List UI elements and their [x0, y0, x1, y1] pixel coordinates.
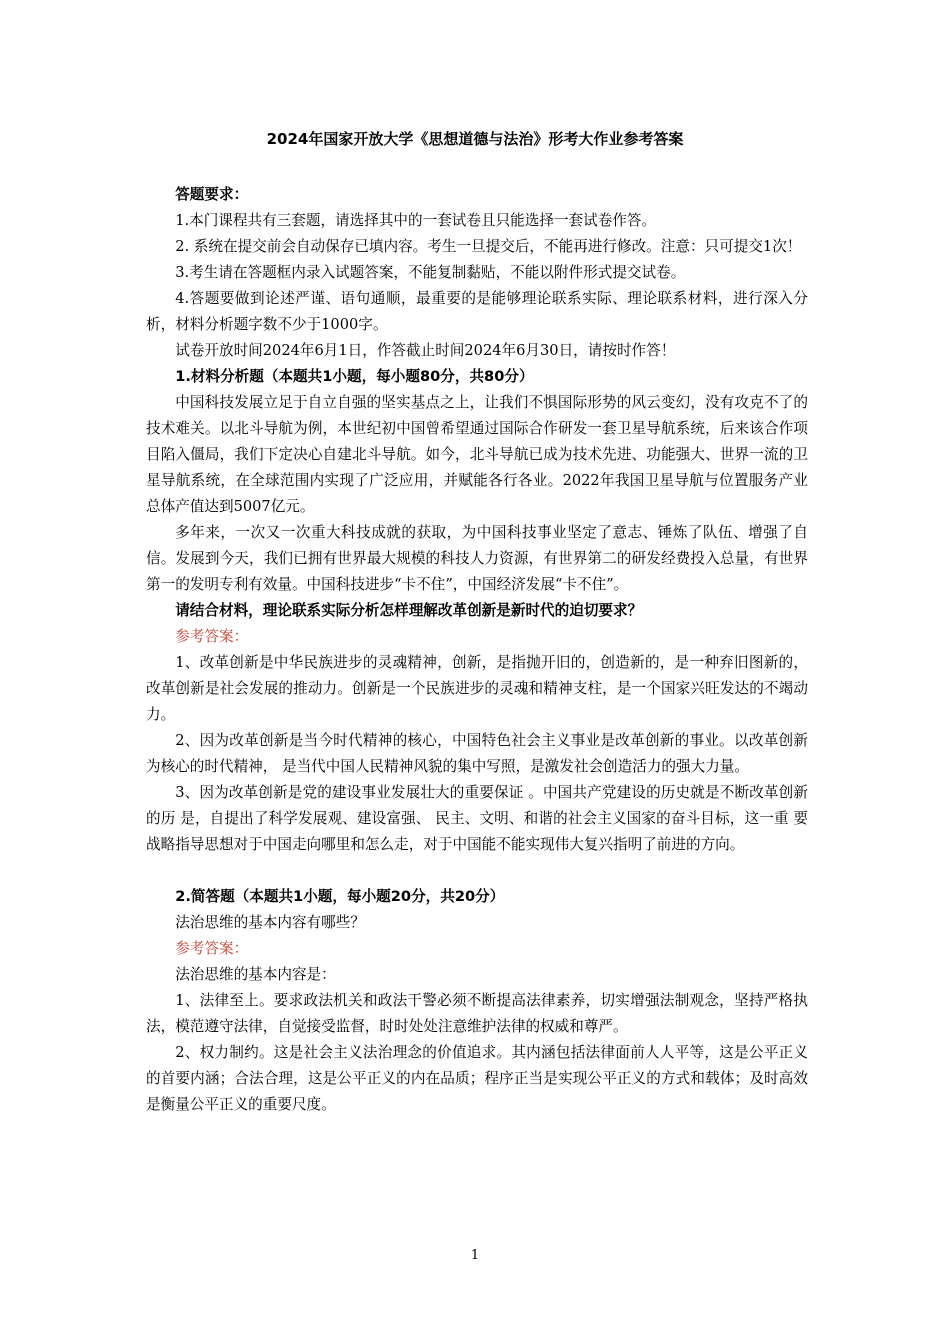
exam-time-notice: 试卷开放时间2024年6月1日，作答截止时间2024年6月30日，请按时作答！ [175, 342, 676, 359]
requirement-item: 1.本门课程共有三套题，请选择其中的一套试卷且只能选择一套试卷作答。 [175, 212, 657, 229]
answer-label: 参考答案： [175, 628, 249, 645]
answer-paragraph: 2、权力制约。这是社会主义法治理念的价值追求。其内涵包括法律面前人人平等，这是公平正义的首要内涵；合法合理，这是公平正义的内在品质；程序正当是实现公平正义的方式和载体；及时高效是衡量公平正义的重要尺度。 [146, 1044, 808, 1113]
answer-paragraph: 2、因为改革创新是当今时代精神的核心，中国特色社会主义事业是改革创新的事业。以改革创新为核心的时代精神， 是当代中国人民精神风貌的集中写照，是激发社会创造活力的强大力量。 [146, 732, 808, 775]
section2-question: 法治思维的基本内容有哪些？ [175, 914, 365, 931]
answer-paragraph: 3、因为改革创新是党的建设事业发展壮大的重要保证 。中国共产党建设的历史就是不断改革创新的历 是，自提出了科学发展观、建设富强、 民主、文明、和谐的社会主义国家的奋斗目标，这一重 要战略指导思想对于中国走向哪里和怎么走，对于中国能不能实现伟大复兴指明了前进的方向。 [146, 784, 808, 853]
section1-question: 请结合材料，理论联系实际分析怎样理解改革创新是新时代的迫切要求？ [175, 602, 643, 619]
requirement-item: 2. 系统在提交前会自动保存已填内容。考生一旦提交后，不能再进行修改。注意：只可提交1次！ [175, 238, 802, 255]
material-paragraph: 中国科技发展立足于自立自强的坚实基点之上，让我们不惧国际形势的风云变幻，没有攻克不了的技术难关。以北斗导航为例，本世纪初中国曾希望通过国际合作研发一套卫星导航系统，后来该合作项目陷入僵局，我们下定决心自建北斗导航。如今，北斗导航已成为技术先进、功能强大、世界一流的卫星导航系统，在全球范围内实现了广泛应用，并赋能各行各业。2022年我国卫星导航与位置服务产业总体产值达到5007亿元。 [146, 394, 808, 515]
page-number: 1 [470, 1248, 480, 1263]
answer-paragraph: 1、法律至上。要求政法机关和政法干警必须不断提高法律素养，切实增强法制观念，坚持严格执法，模范遵守法律，自觉接受监督，时时处处注意维护法律的权威和尊严。 [146, 992, 808, 1035]
section-spacer [146, 858, 808, 884]
requirements-heading: 答题要求： [175, 186, 249, 203]
requirement-item: 4.答题要做到论述严谨、语句通顺，最重要的是能够理论联系实际、理论联系材料，进行深入分析，材料分析题字数不少于1000字。 [146, 290, 808, 333]
material-paragraph: 多年来，一次又一次重大科技成就的获取，为中国科技事业坚定了意志、锤炼了队伍、增强了自信。发展到今天，我们已拥有世界最大规模的科技人力资源，有世界第二的研发经费投入总量，有世界第一的发明专利有效量。中国科技进步“卡不住”，中国经济发展“卡不住”。 [146, 524, 808, 593]
document-title: 2024年国家开放大学《思想道德与法治》形考大作业参考答案 [266, 130, 684, 148]
requirement-item: 3.考生请在答题框内录入试题答案，不能复制黏贴，不能以附件形式提交试卷。 [175, 264, 686, 281]
answer-paragraph: 1、改革创新是中华民族进步的灵魂精神，创新，是指抛开旧的，创造新的，是一种弃旧图新的，改革创新是社会发展的推动力。创新是一个民族进步的灵魂和精神支柱，是一个国家兴旺发达的不竭动力。 [146, 654, 808, 723]
answer-label: 参考答案： [175, 940, 249, 957]
answer-paragraph: 法治思维的基本内容是： [175, 966, 336, 983]
section1-heading: 1.材料分析题（本题共1小题，每小题80分，共80分） [175, 368, 534, 385]
document-body [146, 182, 808, 1118]
section2-heading: 2.简答题（本题共1小题，每小题20分，共20分） [175, 888, 505, 905]
